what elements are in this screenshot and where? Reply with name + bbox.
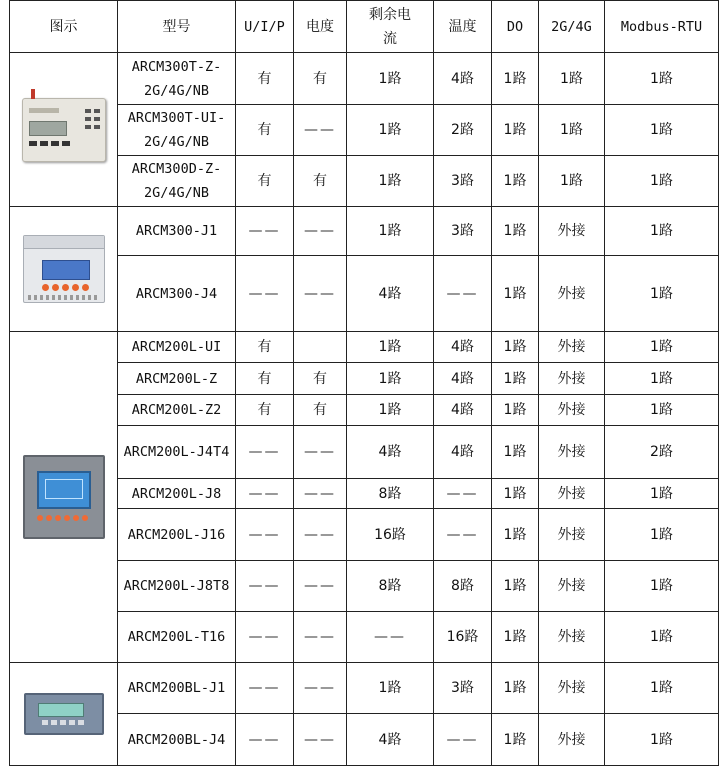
spec-cell: 1路 <box>605 256 719 332</box>
spec-cell: 1路 <box>347 332 434 363</box>
model-cell: ARCM200L-Z <box>118 363 236 395</box>
header-cell: 型号 <box>118 1 236 53</box>
table-body <box>10 53 719 766</box>
model-cell: ARCM200L-J4T4 <box>118 426 236 479</box>
product-image-cell <box>10 53 118 207</box>
spec-cell: 外接 <box>539 612 605 663</box>
model-cell: ARCM300D-Z-2G/4G/NB <box>118 156 236 207</box>
spec-cell: 外接 <box>539 561 605 612</box>
din-rail-module-meter-icon <box>23 235 105 303</box>
model-cell: ARCM200L-Z2 <box>118 395 236 426</box>
spec-cell: 1路 <box>347 156 434 207</box>
spec-cell: —— <box>294 714 347 766</box>
spec-cell: 1路 <box>605 156 719 207</box>
table-row <box>10 207 719 256</box>
table-row <box>10 53 719 105</box>
spec-cell: 1路 <box>605 332 719 363</box>
model-cell: ARCM200L-J8T8 <box>118 561 236 612</box>
spec-cell: 4路 <box>434 395 492 426</box>
model-cell: ARCM200L-J16 <box>118 509 236 561</box>
spec-cell: —— <box>236 426 294 479</box>
spec-cell: 1路 <box>539 156 605 207</box>
model-cell: ARCM200BL-J1 <box>118 663 236 714</box>
spec-cell: —— <box>236 714 294 766</box>
spec-cell: 外接 <box>539 363 605 395</box>
spec-cell: —— <box>434 714 492 766</box>
spec-cell: 1路 <box>605 663 719 714</box>
spec-cell: 1路 <box>605 53 719 105</box>
spec-cell: —— <box>236 612 294 663</box>
spec-cell: —— <box>434 256 492 332</box>
spec-cell: 1路 <box>492 332 539 363</box>
model-cell: ARCM300T-UI-2G/4G/NB <box>118 105 236 156</box>
spec-cell <box>294 332 347 363</box>
model-cell: ARCM300-J1 <box>118 207 236 256</box>
header-row <box>10 1 719 53</box>
spec-cell: —— <box>236 207 294 256</box>
spec-cell: —— <box>294 612 347 663</box>
spec-cell: 外接 <box>539 332 605 363</box>
spec-cell: 有 <box>236 156 294 207</box>
model-cell: ARCM200L-T16 <box>118 612 236 663</box>
spec-cell: 有 <box>294 395 347 426</box>
spec-cell: 有 <box>236 363 294 395</box>
spec-cell: 1路 <box>347 207 434 256</box>
spec-cell: —— <box>236 256 294 332</box>
spec-cell: 4路 <box>347 714 434 766</box>
header-cell: 2G/4G <box>539 1 605 53</box>
spec-cell: 4路 <box>434 332 492 363</box>
spec-cell: 4路 <box>347 256 434 332</box>
spec-cell: 1路 <box>605 612 719 663</box>
spec-cell: 1路 <box>605 363 719 395</box>
spec-cell: 2路 <box>434 105 492 156</box>
spec-cell: 2路 <box>605 426 719 479</box>
spec-cell: 1路 <box>605 395 719 426</box>
header-cell: 电度 <box>294 1 347 53</box>
spec-cell: 有 <box>236 53 294 105</box>
spec-cell: 有 <box>294 53 347 105</box>
spec-cell: 1路 <box>492 363 539 395</box>
din-rail-meter-with-antenna-icon <box>22 98 106 162</box>
spec-cell: 3路 <box>434 663 492 714</box>
header-cell: Modbus-RTU <box>605 1 719 53</box>
spec-cell: 外接 <box>539 479 605 509</box>
spec-cell: 1路 <box>539 53 605 105</box>
header-cell: 图示 <box>10 1 118 53</box>
spec-cell: 1路 <box>492 714 539 766</box>
spec-cell: 有 <box>294 156 347 207</box>
product-image-cell <box>10 207 118 332</box>
spec-cell: 1路 <box>492 612 539 663</box>
header-cell: U/I/P <box>236 1 294 53</box>
spec-cell: 4路 <box>347 426 434 479</box>
header-cell: DO <box>492 1 539 53</box>
spec-cell: 1路 <box>347 53 434 105</box>
table-row <box>10 332 719 363</box>
spec-cell: 外接 <box>539 426 605 479</box>
spec-cell: —— <box>236 479 294 509</box>
spec-cell: 外接 <box>539 207 605 256</box>
spec-cell: 1路 <box>492 395 539 426</box>
spec-cell: 1路 <box>492 207 539 256</box>
spec-cell: —— <box>434 479 492 509</box>
product-image-cell <box>10 663 118 766</box>
panel-meter-icon <box>23 455 105 539</box>
spec-cell: 1路 <box>492 663 539 714</box>
spec-cell: 外接 <box>539 663 605 714</box>
spec-cell: 16路 <box>347 509 434 561</box>
spec-cell: 4路 <box>434 363 492 395</box>
spec-cell: 1路 <box>492 53 539 105</box>
spec-cell: 1路 <box>492 479 539 509</box>
spec-cell: —— <box>434 509 492 561</box>
product-spec-table <box>9 0 719 766</box>
spec-cell: —— <box>294 105 347 156</box>
model-cell: ARCM200L-J8 <box>118 479 236 509</box>
header-cell: 剩余电流 <box>347 1 434 53</box>
model-cell: ARCM300T-Z-2G/4G/NB <box>118 53 236 105</box>
spec-cell: 外接 <box>539 395 605 426</box>
spec-cell: 1路 <box>347 395 434 426</box>
spec-cell: 外接 <box>539 509 605 561</box>
spec-cell: 8路 <box>347 479 434 509</box>
spec-cell: 1路 <box>492 156 539 207</box>
spec-cell: 外接 <box>539 714 605 766</box>
wide-panel-meter-icon <box>24 693 104 735</box>
spec-cell: 3路 <box>434 156 492 207</box>
spec-cell: —— <box>294 663 347 714</box>
spec-cell: 1路 <box>605 714 719 766</box>
spec-cell: 1路 <box>539 105 605 156</box>
spec-cell: —— <box>294 426 347 479</box>
spec-cell: 1路 <box>347 363 434 395</box>
spec-cell: —— <box>347 612 434 663</box>
spec-cell: 有 <box>236 332 294 363</box>
spec-cell: 1路 <box>492 509 539 561</box>
spec-cell: 有 <box>236 105 294 156</box>
spec-cell: 外接 <box>539 256 605 332</box>
spec-cell: —— <box>294 479 347 509</box>
spec-cell: 1路 <box>605 509 719 561</box>
spec-cell: 8路 <box>434 561 492 612</box>
model-cell: ARCM200BL-J4 <box>118 714 236 766</box>
spec-cell: —— <box>236 561 294 612</box>
spec-cell: 3路 <box>434 207 492 256</box>
spec-cell: 1路 <box>605 105 719 156</box>
spec-cell: —— <box>294 509 347 561</box>
header-cell: 温度 <box>434 1 492 53</box>
model-cell: ARCM300-J4 <box>118 256 236 332</box>
spec-cell: 1路 <box>605 479 719 509</box>
spec-cell: 16路 <box>434 612 492 663</box>
spec-cell: —— <box>236 509 294 561</box>
spec-cell: 有 <box>236 395 294 426</box>
table-row <box>10 663 719 714</box>
product-image-cell <box>10 332 118 663</box>
spec-cell: 1路 <box>492 256 539 332</box>
spec-cell: —— <box>294 256 347 332</box>
spec-cell: 1路 <box>347 663 434 714</box>
spec-cell: 1路 <box>605 561 719 612</box>
spec-cell: —— <box>294 561 347 612</box>
model-cell: ARCM200L-UI <box>118 332 236 363</box>
spec-cell: 1路 <box>605 207 719 256</box>
spec-cell: 8路 <box>347 561 434 612</box>
spec-cell: 4路 <box>434 53 492 105</box>
spec-cell: 1路 <box>492 561 539 612</box>
spec-cell: —— <box>236 663 294 714</box>
spec-cell: 1路 <box>492 426 539 479</box>
spec-cell: 有 <box>294 363 347 395</box>
spec-cell: 4路 <box>434 426 492 479</box>
spec-cell: 1路 <box>492 105 539 156</box>
spec-cell: —— <box>294 207 347 256</box>
spec-cell: 1路 <box>347 105 434 156</box>
